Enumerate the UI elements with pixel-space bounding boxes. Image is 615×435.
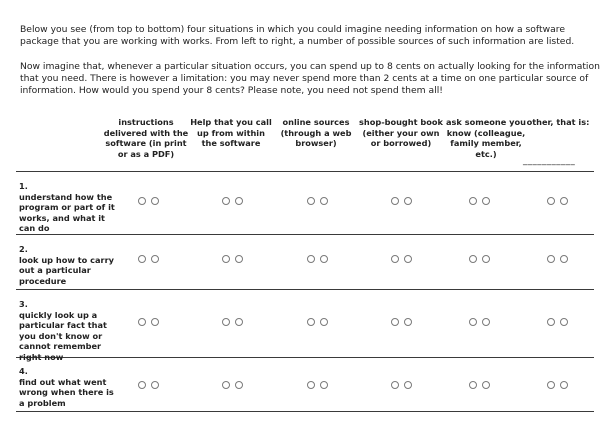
situation-3-online-radios bbox=[307, 318, 331, 328]
situation-4-other-radios bbox=[547, 381, 571, 391]
radio-1-cent[interactable] bbox=[307, 255, 315, 263]
situation-4-ask-radios bbox=[469, 381, 493, 391]
situation-1-label bbox=[19, 181, 119, 234]
radio-2-cents[interactable] bbox=[320, 381, 328, 389]
radio-2-cents[interactable] bbox=[404, 197, 412, 205]
radio-1-cent[interactable] bbox=[547, 255, 555, 263]
radio-2-cents[interactable] bbox=[235, 197, 243, 205]
situation-2-help-radios bbox=[222, 255, 246, 265]
intro-paragraph-2: Now imagine that, whenever a particular situation occurs, you can spend up to 8 cents on actually looking for the information that you need. There is however a limitation: you may never spend more than 2 cents at a time on one particular source of information. How would you spend your 8 cents? Please note, you need not spend them all! bbox=[20, 61, 600, 96]
radio-2-cents[interactable] bbox=[404, 381, 412, 389]
situation-1-help-radios bbox=[222, 197, 246, 207]
radio-1-cent[interactable] bbox=[391, 197, 399, 205]
radio-1-cent[interactable] bbox=[307, 318, 315, 326]
radio-2-cents[interactable] bbox=[482, 197, 490, 205]
radio-1-cent[interactable] bbox=[138, 197, 146, 205]
situation-text: quickly look up a particular fact that you don't know or cannot remember right now bbox=[19, 309, 107, 362]
radio-2-cents[interactable] bbox=[560, 255, 568, 263]
situation-4-label bbox=[19, 366, 119, 408]
radio-2-cents[interactable] bbox=[235, 381, 243, 389]
radio-1-cent[interactable] bbox=[391, 381, 399, 389]
radio-1-cent[interactable] bbox=[547, 381, 555, 389]
situation-number: 2. bbox=[19, 244, 28, 254]
radio-2-cents[interactable] bbox=[482, 381, 490, 389]
column-header-online: online sources (through a web browser) bbox=[280, 117, 352, 148]
situation-3-book-radios bbox=[391, 318, 415, 328]
radio-2-cents[interactable] bbox=[482, 255, 490, 263]
situation-1-book-radios bbox=[391, 197, 415, 207]
radio-2-cents[interactable] bbox=[404, 255, 412, 263]
table-rule bbox=[16, 289, 594, 290]
column-header-ask-someone: ask someone you know (colleague, family member, etc.) bbox=[446, 117, 526, 159]
radio-1-cent[interactable] bbox=[222, 197, 230, 205]
situation-number: 1. bbox=[19, 181, 28, 191]
radio-1-cent[interactable] bbox=[307, 381, 315, 389]
radio-1-cent[interactable] bbox=[138, 381, 146, 389]
radio-1-cent[interactable] bbox=[469, 255, 477, 263]
radio-1-cent[interactable] bbox=[222, 318, 230, 326]
situation-4-book-radios bbox=[391, 381, 415, 391]
situation-2-ask-radios bbox=[469, 255, 493, 265]
table-rule bbox=[16, 171, 594, 172]
situation-3-instructions-radios bbox=[138, 318, 162, 328]
radio-1-cent[interactable] bbox=[391, 318, 399, 326]
situation-3-ask-radios bbox=[469, 318, 493, 328]
radio-2-cents[interactable] bbox=[151, 255, 159, 263]
situation-1-ask-radios bbox=[469, 197, 493, 207]
situation-text: understand how the program or part of it works, and what it can do bbox=[19, 191, 115, 233]
situation-3-help-radios bbox=[222, 318, 246, 328]
radio-2-cents[interactable] bbox=[151, 318, 159, 326]
situation-4-instructions-radios bbox=[138, 381, 162, 391]
radio-1-cent[interactable] bbox=[469, 318, 477, 326]
radio-2-cents[interactable] bbox=[235, 255, 243, 263]
radio-1-cent[interactable] bbox=[307, 197, 315, 205]
table-rule bbox=[16, 411, 594, 412]
situation-4-help-radios bbox=[222, 381, 246, 391]
radio-1-cent[interactable] bbox=[547, 197, 555, 205]
situation-4-online-radios bbox=[307, 381, 331, 391]
situation-3-label bbox=[19, 299, 119, 362]
other-blank-line: ___________ bbox=[523, 156, 576, 166]
column-header-help: Help that you call up from within the software bbox=[190, 117, 272, 148]
radio-2-cents[interactable] bbox=[320, 197, 328, 205]
radio-1-cent[interactable] bbox=[222, 255, 230, 263]
column-header-instructions: instructions delivered with the software (in print or as a PDF) bbox=[103, 117, 189, 159]
situation-2-other-radios bbox=[547, 255, 571, 265]
situation-1-other-radios bbox=[547, 197, 571, 207]
radio-2-cents[interactable] bbox=[404, 318, 412, 326]
radio-2-cents[interactable] bbox=[320, 318, 328, 326]
radio-2-cents[interactable] bbox=[151, 381, 159, 389]
radio-1-cent[interactable] bbox=[391, 255, 399, 263]
situation-1-instructions-radios bbox=[138, 197, 162, 207]
radio-1-cent[interactable] bbox=[547, 318, 555, 326]
radio-1-cent[interactable] bbox=[469, 197, 477, 205]
situation-2-book-radios bbox=[391, 255, 415, 265]
radio-2-cents[interactable] bbox=[560, 381, 568, 389]
radio-1-cent[interactable] bbox=[138, 318, 146, 326]
radio-1-cent[interactable] bbox=[138, 255, 146, 263]
situation-2-online-radios bbox=[307, 255, 331, 265]
situation-number: 3. bbox=[19, 299, 28, 309]
radio-1-cent[interactable] bbox=[222, 381, 230, 389]
situation-text: find out what went wrong when there is a problem bbox=[19, 376, 114, 408]
table-rule bbox=[16, 234, 594, 235]
radio-2-cents[interactable] bbox=[151, 197, 159, 205]
column-header-other: other, that is: bbox=[526, 117, 590, 127]
radio-2-cents[interactable] bbox=[235, 318, 243, 326]
intro-paragraph-1: Below you see (from top to bottom) four situations in which you could imagine needing information on how a software package that you are working with works. From left to right, a number of possible sources of such information are listed. bbox=[20, 24, 575, 47]
situation-2-label bbox=[19, 244, 119, 286]
situation-text: look up how to carry out a particular procedure bbox=[19, 254, 114, 286]
radio-2-cents[interactable] bbox=[482, 318, 490, 326]
radio-1-cent[interactable] bbox=[469, 381, 477, 389]
radio-2-cents[interactable] bbox=[560, 197, 568, 205]
situation-3-other-radios bbox=[547, 318, 571, 328]
radio-2-cents[interactable] bbox=[560, 318, 568, 326]
situation-2-instructions-radios bbox=[138, 255, 162, 265]
radio-2-cents[interactable] bbox=[320, 255, 328, 263]
situation-number: 4. bbox=[19, 366, 28, 376]
column-header-book: shop-bought book (either your own or borrowed) bbox=[359, 117, 443, 148]
situation-1-online-radios bbox=[307, 197, 331, 207]
